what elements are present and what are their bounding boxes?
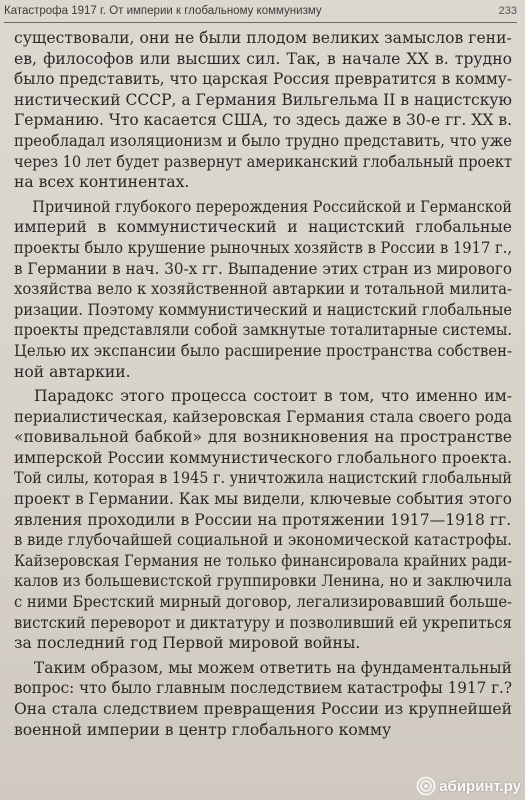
text-line: ной автаркии. (14, 362, 131, 381)
page-number: 233 (498, 5, 517, 17)
text-line: военной империи в центр глобального комму (14, 720, 392, 739)
text-line: империй в коммунистический и нацистский глобальные (14, 218, 512, 237)
text-line: Германию. Что касается США, то здесь даже в 30-е гг. XX в. (14, 111, 512, 130)
text-line: вистский переворот и диктатуру и позволивший ей укрепиться (14, 613, 512, 632)
text-line: проекты было крушение рыночных хозяйств в России в 1917 г., (14, 238, 512, 257)
text-line: ризации. Поэтому коммунистический и нацистский глобальные (14, 300, 512, 319)
text-line: на всех континентах. (14, 173, 190, 192)
paragraph (14, 197, 514, 382)
text-line: имперской России коммунистического глобального проекта. (14, 448, 512, 467)
text-line: через 10 лет будет развернут американский глобальный проект (14, 152, 512, 171)
text-line: проект в Германии. Как мы видели, ключевые события этого (14, 490, 512, 509)
text-line: Таким образом, мы можем ответить на фундаментальный (33, 658, 513, 677)
text-line: было представить, что царская Россия превратится в комму- (14, 70, 512, 89)
text-line: в виде глубочайшей социальной и экономической катастрофы. (14, 531, 512, 550)
header-title: Катастрофа 1917 г. От империи к глобальному коммунизму (4, 5, 322, 17)
text-line: явления проходили в России на протяжении 1917—1918 гг. (14, 510, 512, 529)
text-line: проекты представляли собой замкнутые тоталитарные системы. (14, 321, 512, 340)
text-line: Кайзеровская Германия не только финансировала крайних ради- (14, 551, 512, 570)
watermark-text: абиринт.ру (439, 777, 521, 795)
text-line: калов из большевистской группировки Ленина, но и заключила (14, 572, 512, 591)
paragraph (14, 658, 514, 740)
text-line: Той силы, которая в 1945 г. уничтожила нацистский глобальный (14, 469, 512, 488)
text-line: «повивальной бабкой» для возникновения на пространстве (14, 428, 512, 447)
text-line: в Германии в нач. 30-х гг. Выпадение этих стран из мирового (14, 259, 512, 278)
text-line: Парадокс этого процесса состоит в том, что именно им- (34, 387, 512, 406)
text-line: Она стала следствием превращения России из крупнейшей (14, 700, 512, 718)
text-line: нистический СССР, а Германия Вильгельма II в нацистскую (14, 90, 512, 109)
text-line: существовали, они не были плодом великих замыслов гени- (14, 29, 512, 47)
text-line: хозяйства вело к хозяйственной автаркии и тотальной милита- (14, 280, 512, 299)
running-header (4, 0, 517, 23)
text-line: Целью их экспансии было расширение пространства собствен- (14, 341, 512, 360)
text-line: ев, философов или высших сил. Так, в начале XX в. трудно (14, 49, 512, 68)
watermark (416, 774, 521, 798)
body-text (14, 28, 514, 740)
text-line: за последний год Первой мировой войны. (14, 634, 361, 653)
text-line: преобладал изоляционизм и было трудно представить, что уже (14, 131, 512, 150)
text-line: периалистическая, кайзеровская Германия стала своего рода (14, 407, 512, 426)
labyrinth-logo-icon (416, 776, 436, 796)
paragraph (14, 386, 514, 654)
text-line: Причиной глубокого перерождения Российской и Германской (32, 197, 512, 216)
paragraph (14, 28, 514, 193)
text-line: вопрос: что было главным последствием катастрофы 1917 г.? (14, 679, 512, 698)
text-line: с ними Брестский мирный договор, легализировавший больше- (14, 593, 512, 612)
